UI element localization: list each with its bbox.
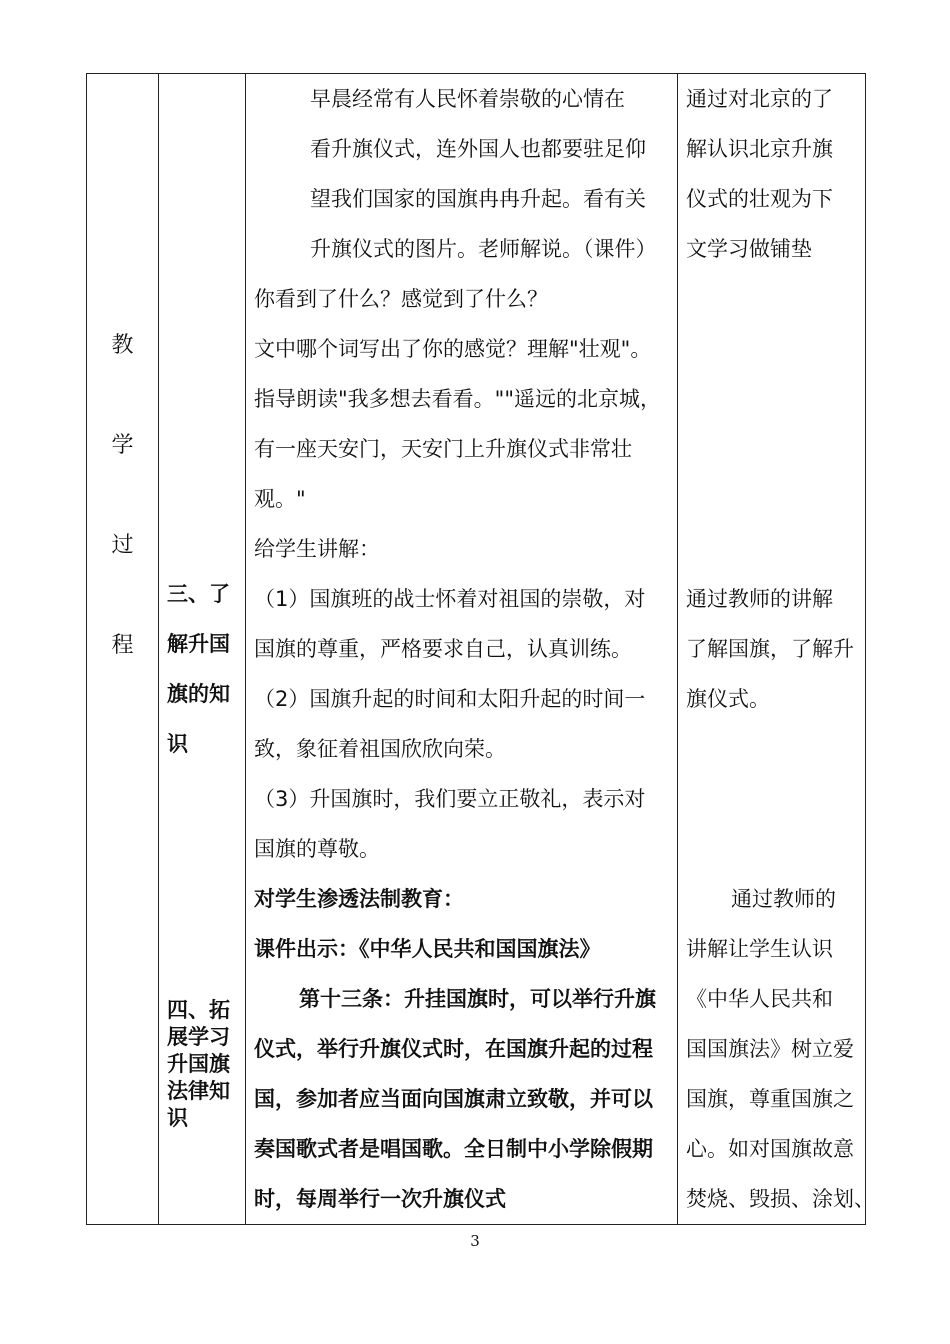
note-line: 焚烧、毁损、涂划、 bbox=[686, 1187, 875, 1211]
law-line: 仪式，举行升旗仪式时，在国旗升起的过程 bbox=[254, 1037, 653, 1061]
point-line: （2）国旗升起的时间和太阳升起的时间一 bbox=[254, 687, 646, 711]
question-line: 指导朗读"我多想去看看。""遥远的北京城， bbox=[254, 387, 661, 411]
section-4-line: 识 bbox=[167, 1106, 188, 1130]
question-line: 有一座天安门，天安门上升旗仪式非常壮 bbox=[254, 437, 632, 461]
note-line: 通过教师的讲解 bbox=[686, 587, 833, 611]
note-line: 通过对北京的了 bbox=[686, 87, 833, 111]
note-line: 仪式的壮观为下 bbox=[686, 187, 833, 211]
note-line: 国国旗法》树立爱 bbox=[686, 1037, 854, 1061]
section-4-line: 四、拓 bbox=[167, 998, 230, 1022]
law-line: 时，每周举行一次升旗仪式 bbox=[254, 1187, 506, 1211]
notes-lines bbox=[678, 74, 875, 1224]
section-4-line: 升国旗 bbox=[167, 1052, 230, 1076]
section-4-line: 展学习 bbox=[167, 1025, 230, 1049]
note-line: 心。如对国旗故意 bbox=[686, 1137, 854, 1161]
intro-line: 升旗仪式的图片。老师解说。（课件） bbox=[310, 237, 657, 261]
law-line: 第十三条：升挂国旗时，可以举行升旗 bbox=[299, 987, 656, 1011]
law-line: 奏国歌式者是唱国歌。全日制中小学除假期 bbox=[254, 1137, 653, 1161]
stage-char: 程 bbox=[111, 633, 134, 658]
content-lines bbox=[246, 74, 677, 1224]
section-3-line: 识 bbox=[167, 732, 188, 756]
note-line: 通过教师的 bbox=[731, 887, 836, 911]
page-number: 3 bbox=[470, 1232, 480, 1250]
note-line: 《中华人民共和 bbox=[686, 987, 833, 1011]
intro-line: 看升旗仪式，连外国人也都要驻足仰 bbox=[310, 137, 646, 161]
section-4-line: 法律知 bbox=[167, 1079, 230, 1103]
note-line: 国旗，尊重国旗之 bbox=[686, 1087, 854, 1111]
point-line: 致，象征着祖国欣欣向荣。 bbox=[254, 737, 506, 761]
point-line: 国旗的尊敬。 bbox=[254, 837, 380, 861]
question-line: 文中哪个词写出了你的感觉？理解"壮观"。 bbox=[254, 337, 652, 361]
explain-line: 给学生讲解： bbox=[254, 537, 380, 561]
stage-char: 过 bbox=[111, 533, 134, 558]
section-3-line: 解升国 bbox=[167, 632, 230, 656]
section-cell bbox=[159, 74, 246, 1225]
note-spacer bbox=[686, 724, 865, 874]
note-spacer bbox=[686, 274, 865, 574]
point-line: （3）升国旗时，我们要立正敬礼，表示对 bbox=[254, 787, 646, 811]
stage-char: 学 bbox=[111, 433, 134, 458]
stage-char: 教 bbox=[111, 333, 134, 358]
note-line: 了解国旗，了解升 bbox=[686, 637, 854, 661]
question-line: 观。" bbox=[254, 487, 306, 511]
note-line: 解认识北京升旗 bbox=[686, 137, 833, 161]
section-3-line: 旗的知 bbox=[167, 682, 230, 706]
stage-cell bbox=[87, 74, 159, 1225]
note-line: 讲解让学生认识 bbox=[686, 937, 833, 961]
note-line: 旗仪式。 bbox=[686, 687, 770, 711]
notes-cell bbox=[678, 74, 875, 1225]
intro-line: 早晨经常有人民怀着崇敬的心情在 bbox=[310, 87, 625, 111]
law-title: 对学生渗透法制教育： bbox=[254, 887, 464, 911]
law-show: 课件出示：《中华人民共和国国旗法》 bbox=[254, 937, 601, 961]
question-line: 你看到了什么？感觉到了什么？ bbox=[254, 287, 548, 311]
law-line: 国，参加者应当面向国旗肃立致敬，并可以 bbox=[254, 1087, 653, 1111]
intro-line: 望我们国家的国旗冉冉升起。看有关 bbox=[310, 187, 646, 211]
lesson-plan-table bbox=[86, 73, 875, 1225]
content-cell bbox=[246, 74, 678, 1225]
section-3-line: 三、了 bbox=[167, 582, 230, 606]
point-line: （1）国旗班的战士怀着对祖国的崇敬，对 bbox=[254, 587, 646, 611]
point-line: 国旗的尊重，严格要求自己，认真训练。 bbox=[254, 637, 632, 661]
note-line: 文学习做铺垫 bbox=[686, 237, 812, 261]
